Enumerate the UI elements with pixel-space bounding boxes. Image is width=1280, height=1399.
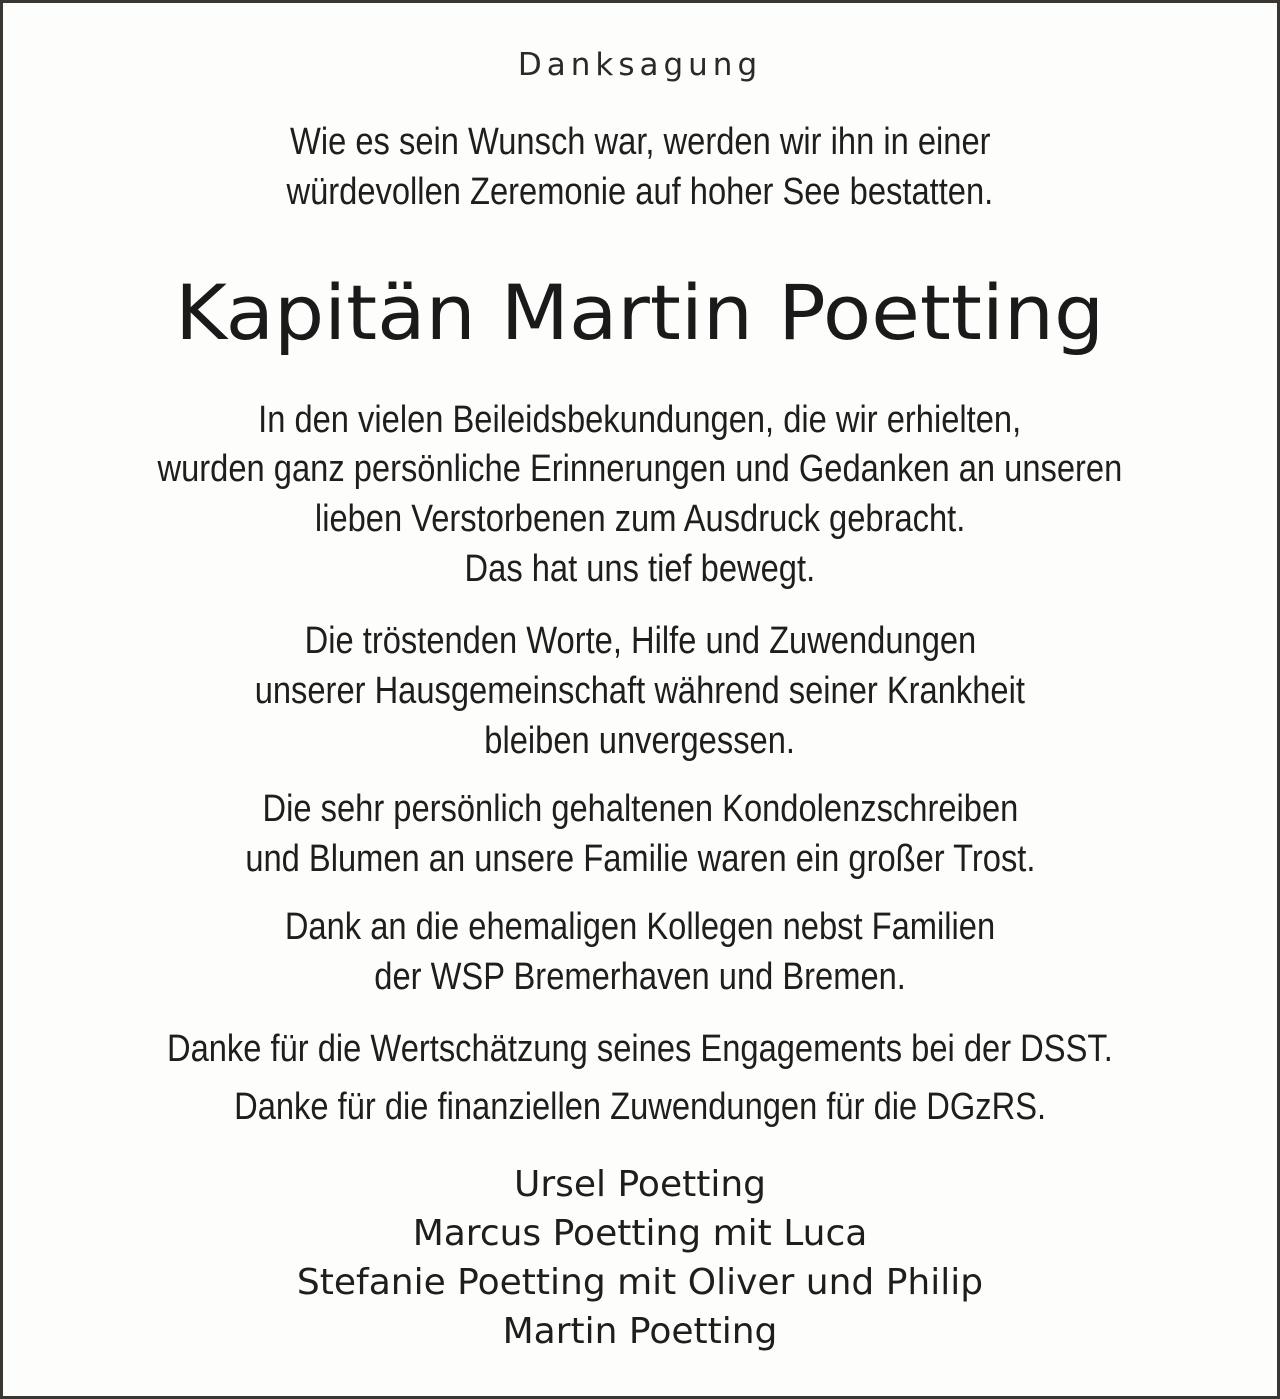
paragraph-line: und Blumen an unsere Familie waren ein großer Trost.	[244, 838, 1036, 880]
signature-name: Marcus Poetting mit Luca	[412, 1213, 868, 1254]
signature-name: Martin Poetting	[502, 1311, 778, 1352]
deceased-name-row	[3, 268, 1277, 357]
paragraph-line: Die tröstenden Worte, Hilfe und Zuwendungen	[304, 620, 976, 662]
paragraph-line: unserer Hausgemeinschaft während seiner Krankheit	[254, 670, 1026, 712]
intro-line: Wie es sein Wunsch war, werden wir ihn in einer	[289, 121, 991, 163]
paragraph-line: der WSP Bremerhaven und Bremen.	[374, 956, 906, 998]
paragraph-line: In den vielen Beileidsbekundungen, die wir erhielten,	[258, 399, 1022, 441]
paragraph-line: Danke für die Wertschätzung seines Engagements bei der DSST.	[167, 1028, 1113, 1070]
paragraph-line: Dank an die ehemaligen Kollegen nebst Familien	[284, 906, 996, 948]
paragraph-line: Die sehr persönlich gehaltenen Kondolenzschreiben	[262, 788, 1018, 830]
deceased-name: Kapitän Martin Poetting	[175, 268, 1105, 357]
paragraph-line: bleiben unvergessen.	[484, 720, 796, 762]
signature-name: Ursel Poetting	[514, 1164, 766, 1205]
signature-name: Stefanie Poetting mit Oliver und Philip	[296, 1262, 984, 1303]
notice-heading: Danksagung	[517, 47, 763, 83]
paragraph-line: Das hat uns tief bewegt.	[464, 548, 816, 590]
paragraph-line: Danke für die finanziellen Zuwendungen für die DGzRS.	[233, 1086, 1046, 1128]
paragraph-line: wurden ganz persönliche Erinnerungen und Gedanken an unseren	[157, 448, 1123, 490]
intro-line: würdevollen Zeremonie auf hoher See bestatten.	[286, 171, 994, 213]
paragraph-line: lieben Verstorbenen zum Ausdruck gebracht.	[314, 498, 966, 540]
